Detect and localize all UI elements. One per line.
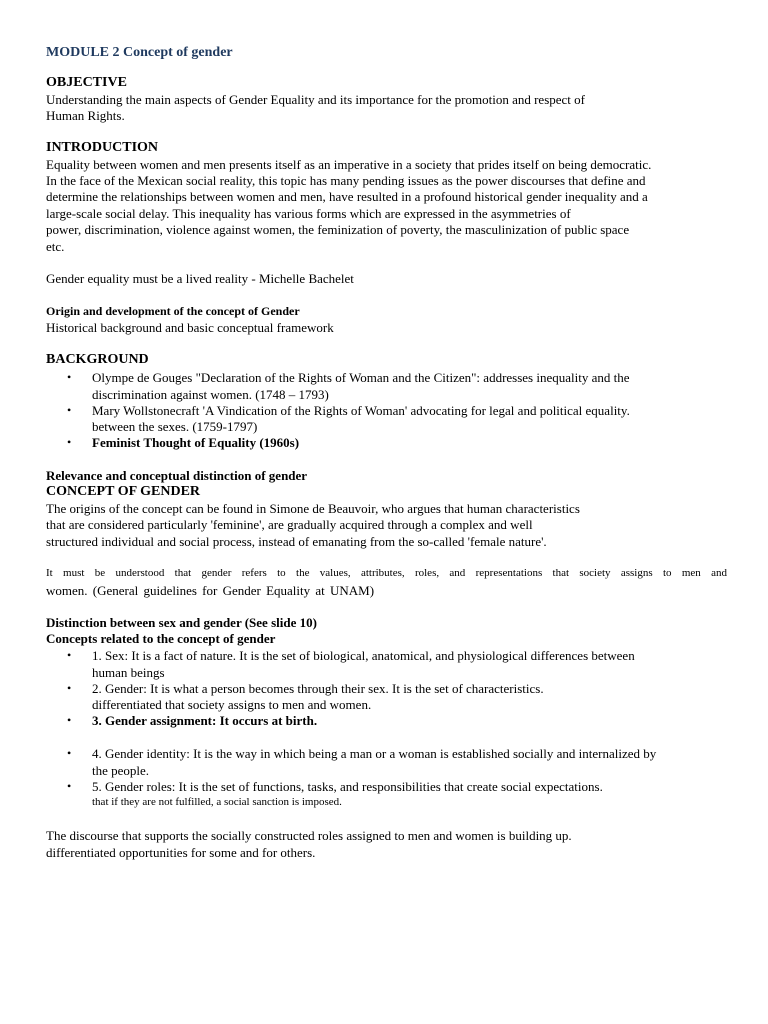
objective-line: Understanding the main aspects of Gender Equality and its importance for the promotion and respect of <box>46 92 585 107</box>
concept-item-line: 4. Gender identity: It is the way in which being a man or a woman is established socially and internalized by <box>92 746 657 761</box>
gender-note-line: It must be understood that gender refers to the values, attributes, roles, and representations that society assigns to men and <box>46 567 727 579</box>
concept-heading: CONCEPT OF GENDER <box>46 484 201 499</box>
concept-item-line: 2. Gender: It is what a person becomes through their sex. It is the set of characteristics. <box>92 681 544 696</box>
introduction-line: etc. <box>46 239 65 254</box>
concept-item-line: the people. <box>92 763 150 778</box>
gender-note-line: women. (General guidelines for Gender Equality at UNAM) <box>46 583 375 598</box>
concept-line: structured individual and social process, instead of emanating from the so-called 'female nature'. <box>46 534 547 549</box>
objective-heading: OBJECTIVE <box>46 75 127 90</box>
origin-heading: Origin and development of the concept of Gender <box>46 304 300 318</box>
concept-item-line: differentiated that society assigns to men and women. <box>92 697 372 712</box>
concept-line: that are considered particularly 'feminine', are gradually acquired through a complex and well <box>46 517 533 532</box>
introduction-line: determine the relationships between women and men, have resulted in a profound historical gender inequality and a <box>46 189 648 204</box>
bullet-icon: • <box>67 648 72 662</box>
background-item-line: Olympe de Gouges "Declaration of the Rights of Woman and the Citizen": addresses inequality and the <box>92 370 630 385</box>
concept-item-line: 1. Sex: It is a fact of nature. It is the set of biological, anatomical, and physiological differences between <box>92 648 635 663</box>
bullet-icon: • <box>67 713 72 727</box>
bullet-icon: • <box>67 403 72 417</box>
relevance-heading: Relevance and conceptual distinction of gender <box>46 468 308 483</box>
distinction-heading: Distinction between sex and gender (See slide 10) <box>46 615 317 630</box>
background-heading: BACKGROUND <box>46 352 149 367</box>
bachelet-quote: Gender equality must be a lived reality - Michelle Bachelet <box>46 271 354 286</box>
module-title: MODULE 2 Concept of gender <box>46 45 233 60</box>
objective-line: Human Rights. <box>46 108 125 123</box>
introduction-line: In the face of the Mexican social reality, this topic has many pending issues as the power discourses that define and <box>46 173 646 188</box>
introduction-heading: INTRODUCTION <box>46 140 159 155</box>
background-item-line: discrimination against women. (1748 – 1793) <box>92 387 329 402</box>
closing-line: The discourse that supports the socially constructed roles assigned to men and women is building up. <box>46 828 572 843</box>
concept-item-line: human beings <box>92 665 165 680</box>
concept-item-line: that if they are not fulfilled, a social sanction is imposed. <box>92 796 342 808</box>
bullet-icon: • <box>67 746 72 760</box>
introduction-line: large-scale social delay. This inequality has various forms which are expressed in the asymmetries of <box>46 206 571 221</box>
concept-item-line: 3. Gender assignment: It occurs at birth. <box>92 713 318 728</box>
bullet-icon: • <box>67 779 72 793</box>
concept-line: The origins of the concept can be found in Simone de Beauvoir, who argues that human characteristics <box>46 501 580 516</box>
bullet-icon: • <box>67 681 72 695</box>
background-item-line: Mary Wollstonecraft 'A Vindication of the Rights of Woman' advocating for legal and political equality. <box>92 403 630 418</box>
closing-line: differentiated opportunities for some and for others. <box>46 845 316 860</box>
bullet-icon: • <box>67 370 72 384</box>
concept-item-line: 5. Gender roles: It is the set of functions, tasks, and responsibilities that create social expectations. <box>92 779 603 794</box>
background-item-line: Feminist Thought of Equality (1960s) <box>92 435 300 450</box>
introduction-line: power, discrimination, violence against women, the feminization of poverty, the masculinization of public space <box>46 222 630 237</box>
related-heading: Concepts related to the concept of gender <box>46 631 276 646</box>
introduction-line: Equality between women and men presents itself as an imperative in a society that prides itself on being democratic. <box>46 157 652 172</box>
origin-subtitle: Historical background and basic conceptual framework <box>46 320 334 335</box>
background-item-line: between the sexes. (1759-1797) <box>92 419 258 434</box>
bullet-icon: • <box>67 435 72 449</box>
